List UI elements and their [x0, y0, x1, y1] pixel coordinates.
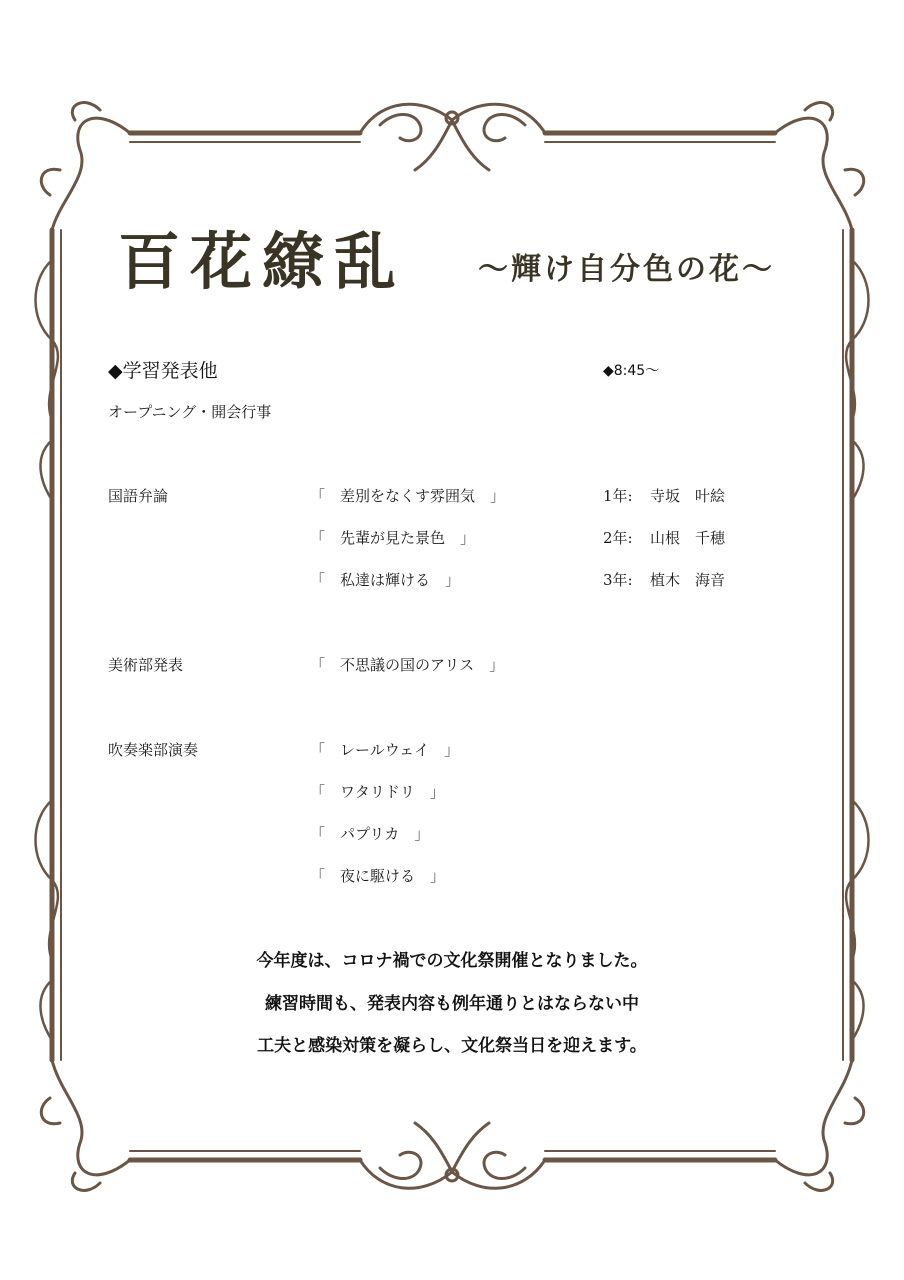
speech-grade-1: 1年: — [603, 487, 633, 505]
band-song-1: 「 レールウェイ 」 — [310, 741, 460, 759]
band-label: 吹奏楽部演奏 — [108, 741, 199, 759]
band-song-2: 「 ワタリドリ 」 — [310, 783, 445, 801]
closing-line-1: 今年度は、コロナ禍での文化祭開催となりました。 — [256, 951, 648, 971]
band-song-3: 「 パプリカ 」 — [310, 825, 430, 843]
speech-label: 国語弁論 — [108, 487, 169, 505]
closing-line-2: 練習時間も、発表内容も例年通りとはならない中 — [265, 994, 639, 1014]
speech-grade-2: 2年: — [603, 529, 633, 547]
speech-name-3: 植木 海音 — [650, 571, 726, 589]
opening-ceremony: オープニング・開会行事 — [108, 403, 272, 421]
art-label: 美術部発表 — [108, 656, 184, 674]
speech-name-1: 寺坂 叶絵 — [650, 487, 726, 505]
speech-grade-3: 3年: — [603, 571, 633, 589]
page-subtitle: ～輝け自分色の花～ — [478, 252, 775, 287]
speech-title-3: 「 私達は輝ける 」 — [310, 571, 461, 589]
speech-title-2: 「 先輩が見た景色 」 — [310, 529, 476, 547]
section-heading: ◆学習発表他 — [108, 360, 218, 382]
art-title: 「 不思議の国のアリス 」 — [310, 656, 505, 674]
page-title: 百花繚乱 — [118, 225, 407, 298]
start-time: ◆8:45～ — [603, 363, 660, 379]
speech-title-1: 「 差別をなくす雰囲気 」 — [310, 487, 506, 505]
closing-line-3: 工夫と感染対策を凝らし、文化祭当日を迎えます。 — [257, 1036, 647, 1056]
band-song-4: 「 夜に駆ける 」 — [310, 867, 446, 885]
speech-name-2: 山根 千穂 — [650, 529, 726, 547]
